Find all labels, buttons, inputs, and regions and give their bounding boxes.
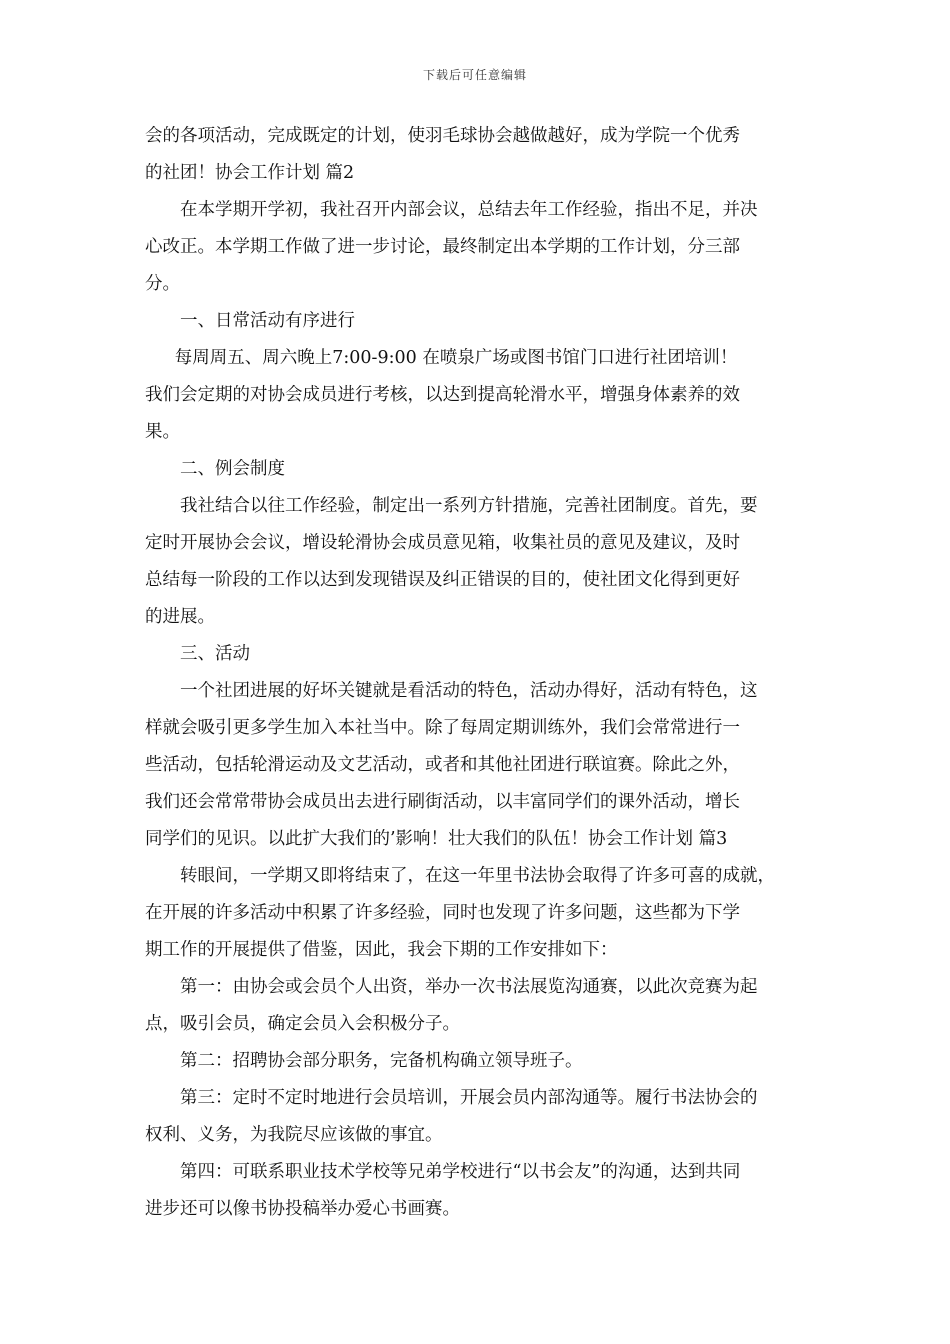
text-line: 点，吸引会员，确定会员入会积极分子。 bbox=[145, 1014, 460, 1034]
paragraph-line: 第二：招聘协会部分职务，完备机构确立领导班子。 bbox=[180, 1051, 583, 1071]
text-line: 我们会定期的对协会成员进行考核，以达到提高轮滑水平，增强身体素养的效 bbox=[145, 385, 740, 405]
paragraph-line: 第三：定时不定时地进行会员培训，开展会员内部沟通等。履行书法协会的 bbox=[180, 1088, 758, 1108]
paragraph-line: 一个社团进展的好坏关键就是看活动的特色，活动办得好，活动有特色，这 bbox=[180, 681, 758, 701]
text-line: 权利、义务，为我院尽应该做的事宜。 bbox=[145, 1125, 443, 1145]
text-line: 的社团！协会工作计划 篇2 bbox=[145, 163, 355, 183]
document-body bbox=[145, 118, 813, 1228]
section-heading: 一、日常活动有序进行 bbox=[180, 311, 355, 331]
section-heading: 二、例会制度 bbox=[180, 459, 285, 479]
text-line: 果。 bbox=[145, 422, 180, 442]
text-line: 样就会吸引更多学生加入本社当中。除了每周定期训练外，我们会常常进行一 bbox=[145, 718, 740, 738]
section-heading: 三、活动 bbox=[180, 644, 250, 664]
text-line: 定时开展协会会议，增设轮滑协会成员意见箱，收集社员的意见及建议，及时 bbox=[145, 533, 740, 553]
text-line: 的进展。 bbox=[145, 607, 215, 627]
text-line: 分。 bbox=[145, 274, 180, 294]
paragraph-line: 第四：可联系职业技术学校等兄弟学校进行“以书会友”的沟通，达到共同 bbox=[180, 1162, 741, 1182]
text-line: 进步还可以像书协投稿举办爱心书画赛。 bbox=[145, 1199, 460, 1219]
text-line: 期工作的开展提供了借鉴，因此，我会下期的工作安排如下： bbox=[145, 940, 618, 960]
text-line: 些活动，包括轮滑运动及文艺活动，或者和其他社团进行联谊赛。除此之外， bbox=[145, 755, 740, 775]
text-line: 在开展的许多活动中积累了许多经验，同时也发现了许多问题，这些都为下学 bbox=[145, 903, 740, 923]
paragraph-line: 我社结合以往工作经验，制定出一系列方针措施，完善社团制度。首先，要 bbox=[180, 496, 758, 516]
text-line: 总结每一阶段的工作以达到发现错误及纠正错误的目的，使社团文化得到更好 bbox=[145, 570, 740, 590]
paragraph-line: 第一：由协会或会员个人出资，举办一次书法展览沟通赛，以此次竞赛为起 bbox=[180, 977, 758, 997]
paragraph-line: 每周周五、周六晚上7:00-9:00 在喷泉广场或图书馆门口进行社团培训！ bbox=[174, 348, 738, 368]
text-line: 同学们的见识。以此扩大我们的’影响！壮大我们的队伍！协会工作计划 篇3 bbox=[145, 829, 728, 849]
page-header: 下载后可任意编辑 bbox=[422, 68, 527, 82]
text-line: 我们还会常常带协会成员出去进行刷街活动，以丰富同学们的课外活动，增长 bbox=[145, 792, 740, 812]
text-line: 心改正。本学期工作做了进一步讨论，最终制定出本学期的工作计划，分三部 bbox=[145, 237, 740, 257]
paragraph-line: 转眼间，一学期又即将结束了，在这一年里书法协会取得了许多可喜的成就， bbox=[180, 866, 775, 886]
text-line: 会的各项活动，完成既定的计划，使羽毛球协会越做越好，成为学院一个优秀 bbox=[145, 126, 740, 146]
paragraph-line: 在本学期开学初，我社召开内部会议，总结去年工作经验，指出不足，并决 bbox=[180, 200, 758, 220]
